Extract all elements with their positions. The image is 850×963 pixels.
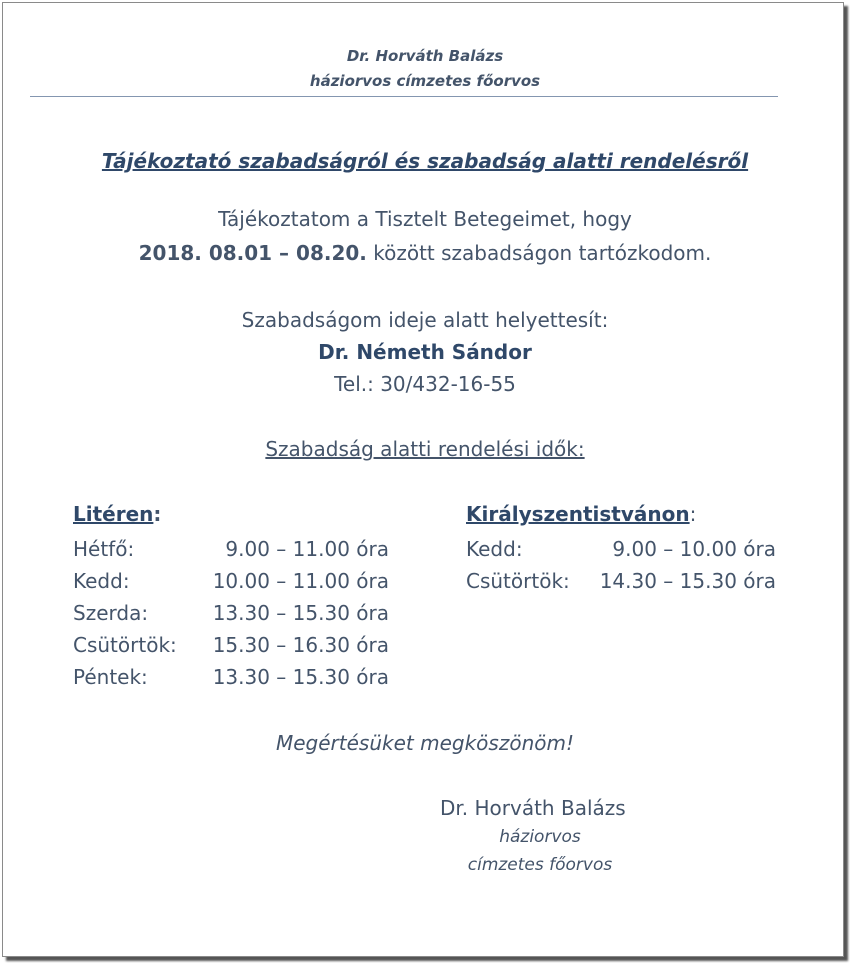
- schedule-time: 15.30 – 16.30 óra: [212, 633, 389, 657]
- signature-name: Dr. Horváth Balázs: [440, 796, 626, 820]
- header-title: háziorvos címzetes főorvos: [309, 72, 541, 90]
- location-name: Litéren: [73, 502, 154, 526]
- location-heading-kiralyszentistvan: [466, 502, 696, 526]
- schedule-time: 13.30 – 15.30 óra: [212, 665, 389, 689]
- schedule-time: 10.00 – 11.00 óra: [212, 569, 389, 593]
- schedule-time: 9.00 – 11.00 óra: [225, 537, 389, 561]
- location-name: Királyszentistvánon: [466, 502, 690, 526]
- substitute-intro: Szabadságom ideje alatt helyettesít:: [241, 308, 609, 332]
- schedule-day: Szerda:: [73, 601, 149, 625]
- header-divider: [30, 96, 778, 97]
- schedule-row: [73, 601, 389, 633]
- schedule-row: [73, 569, 389, 601]
- location-heading-literen: [73, 502, 161, 526]
- hours-heading: Szabadság alatti rendelési idők:: [265, 437, 585, 461]
- schedule-kiralyszentistvan: [466, 537, 776, 601]
- schedule-row: [466, 537, 776, 569]
- schedule-row: [466, 569, 776, 601]
- schedule-day: Kedd:: [73, 569, 130, 593]
- schedule-literen: [73, 537, 389, 697]
- substitute-name: Dr. Németh Sándor: [318, 340, 532, 364]
- schedule-time: 13.30 – 15.30 óra: [212, 601, 389, 625]
- schedule-day: Csütörtök:: [73, 633, 177, 657]
- schedule-row: [73, 537, 389, 569]
- schedule-time: 9.00 – 10.00 óra: [612, 537, 776, 561]
- schedule-day: Hétfő:: [73, 537, 135, 561]
- intro-line-2: [0, 241, 850, 265]
- vacation-dates: 2018. 08.01 – 08.20.: [138, 241, 367, 265]
- schedule-time: 14.30 – 15.30 óra: [599, 569, 776, 593]
- schedule-day: Kedd:: [466, 537, 523, 561]
- document-frame: [2, 2, 844, 957]
- thanks-text: Megértésüket megköszönöm!: [276, 731, 574, 755]
- header-name: Dr. Horváth Balázs: [346, 47, 504, 65]
- location-suffix: :: [689, 502, 697, 526]
- schedule-row: [73, 665, 389, 697]
- signature-title-1: háziorvos: [499, 827, 581, 847]
- location-suffix: :: [153, 502, 162, 526]
- intro-line-2-rest: között szabadságon tartózkodom.: [366, 241, 712, 265]
- substitute-phone: Tel.: 30/432-16-55: [334, 372, 516, 396]
- signature-title-2: címzetes főorvos: [467, 855, 613, 875]
- notice-title: Tájékoztató szabadságról és szabadság alatti rendelésről: [101, 149, 749, 173]
- intro-line-1: Tájékoztatom a Tisztelt Betegeimet, hogy: [218, 207, 632, 231]
- schedule-row: [73, 633, 389, 665]
- schedule-day: Péntek:: [73, 665, 148, 689]
- schedule-day: Csütörtök:: [466, 569, 570, 593]
